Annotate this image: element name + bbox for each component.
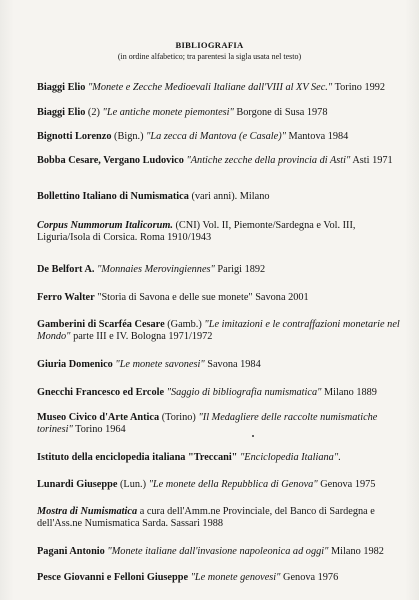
entry-pagani (37, 546, 411, 558)
entry-post: Milano 1889 (321, 387, 377, 398)
entry-post: Milano 1982 (328, 546, 384, 557)
entry-title: "Monnaies Merovingiennes" (97, 264, 215, 275)
page-subtitle: (in ordine alfabetico; tra parentesi la sigla usata nel testo) (117, 52, 302, 61)
entry-title: "La zecca di Mantova (e Casale)" (146, 131, 286, 142)
entry-title: "Le monete genovesi" (190, 572, 281, 583)
entry-author: De Belfort A. (37, 264, 95, 275)
entry-pre: (Gamb.) (164, 319, 205, 330)
entry-author: Biaggi Elio (37, 82, 86, 93)
entry-post: parte III e IV. Bologna 1971/1972 (70, 330, 213, 342)
entry-post: Savona 1984 (204, 359, 261, 370)
entry-pre: "Storia di Savona e delle sue monete" Savona 2001 (94, 292, 309, 303)
entry-post: Genova 1976 (280, 572, 339, 583)
entry-bobba (37, 155, 411, 167)
entry-post: Torino 1964 (72, 423, 126, 435)
entry-treccani: "Treccani" (188, 452, 238, 463)
entry-title: "Le monete savonesi" (115, 359, 205, 370)
page-title: BIBLIOGRAFIA (175, 40, 244, 50)
entry-bignotti (37, 131, 411, 143)
entry-post: Parigi 1892 (214, 264, 266, 275)
ink-speck (252, 435, 254, 437)
entry-author: Biaggi Elio (37, 107, 86, 118)
entry-title: "Saggio di bibliografia numismatica" (166, 387, 322, 398)
entry-post: Genova 1975 (317, 479, 376, 490)
entry-author: Gnecchi Francesco ed Ercole (37, 387, 165, 398)
entry-title: "Il Medagliere delle raccolte numismatiche torinesi" (37, 412, 378, 435)
entry-pre: (vari anni). Milano (188, 191, 270, 202)
entry-title: "Antiche zecche della provincia di Asti" (186, 155, 351, 166)
entry-pre: (2) (85, 107, 103, 118)
entry-post: Mantova 1984 (285, 131, 349, 142)
entry-ferro (37, 292, 411, 304)
entry-pre: (Lun.) (117, 479, 149, 490)
entry-biaggi-1 (37, 82, 411, 94)
entry-author: Pagani Antonio (37, 546, 105, 557)
entry-bollettino (37, 191, 411, 203)
entry-author: Corpus Nummorum Italicorum. (37, 220, 173, 231)
entry-pre: (Bign.) (111, 131, 147, 142)
entry-title: "Le imitazioni e le contraffazioni monetarie nel Mondo" (37, 319, 400, 342)
entry-title: "Monete e Zecche Medioevali Italiane dall'VIII al XV Sec." (87, 82, 333, 93)
entry-pesce (37, 572, 411, 584)
entry-author: Mostra di Numismatica (37, 506, 138, 517)
entry-author: Bobba Cesare, Vergano Ludovico (37, 155, 184, 166)
entry-mostra (37, 506, 411, 530)
entry-pre: (CNI) Vol. II, Piemonte/Sardegna e Vol. III, Liguria/Isola di Corsica. Roma 1910/1943 (37, 220, 356, 243)
entry-gamberini (37, 319, 411, 343)
entry-post: . (338, 452, 341, 463)
entry-author: Bignotti Lorenzo (37, 131, 112, 142)
entry-giuria (37, 359, 411, 371)
entry-pre: a cura dell'Amm.ne Provinciale, del Banco di Sardegna e dell'Ass.ne Numismatica Sarda. Sassari 1988 (37, 506, 375, 529)
entry-museo-civico (37, 412, 411, 436)
entry-author: Giuria Domenico (37, 359, 113, 370)
entry-gnecchi (37, 387, 411, 399)
entry-author: Bollettino Italiano di Numismatica (37, 191, 189, 202)
entry-de-belfort (37, 264, 411, 276)
entry-author: Lunardi Giuseppe (37, 479, 118, 490)
entry-author: Gamberini di Scarféa Cesare (37, 319, 165, 330)
entry-post: Borgone di Susa 1978 (233, 107, 328, 118)
entry-biaggi-2 (37, 107, 411, 119)
entry-author: Ferro Walter (37, 292, 95, 303)
entry-lunardi (37, 479, 411, 491)
entry-istituto (37, 452, 411, 464)
entry-author: Museo Civico d'Arte Antica (37, 412, 160, 423)
entry-author: Istituto della enciclopedia italiana (37, 452, 186, 463)
entry-post: Asti 1971 (350, 155, 393, 166)
entry-corpus (37, 220, 411, 244)
entry-author: Pesce Giovanni e Felloni Giuseppe (37, 572, 189, 583)
entry-title: "Le monete della Repubblica di Genova" (148, 479, 318, 490)
entry-title: "Monete italiane dall'invasione napoleonica ad oggi" (107, 546, 329, 557)
entry-title: "Enciclopedia Italiana" (239, 452, 339, 463)
entry-title: "Le antiche monete piemontesi" (102, 107, 234, 118)
entry-pre: (Torino) (159, 412, 199, 423)
entry-post: Torino 1992 (332, 82, 386, 93)
